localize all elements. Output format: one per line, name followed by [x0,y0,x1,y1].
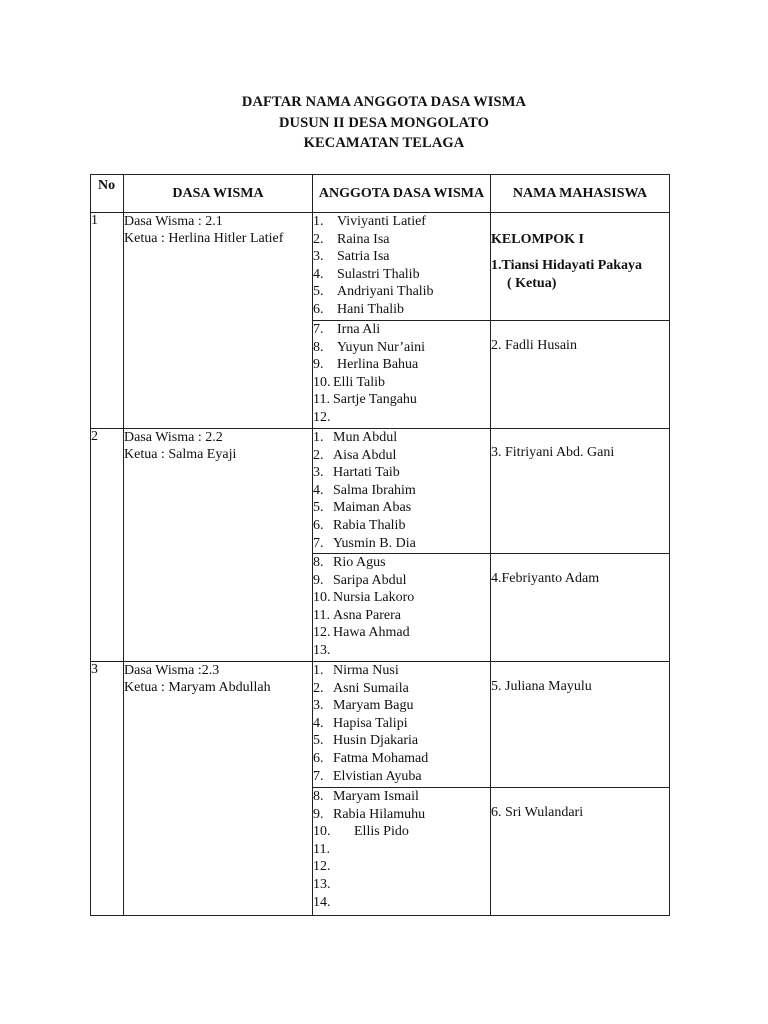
title-line-3: KECAMATAN TELAGA [303,135,465,151]
mahasiswa-name: 2. Fadli Husain [491,338,577,353]
member-item: 2. Asni Sumaila [313,680,409,696]
title-line-2: DUSUN II DESA MONGOLATO [278,114,490,131]
anggota-cell [313,321,491,429]
dasa-wisma-label: Dasa Wisma : 2.1 [124,214,223,229]
member-item: 9. Rabia Hilamuhu [313,806,426,822]
member-item: 6. Hani Thalib [313,301,405,317]
member-item: 12. Hawa Ahmad [313,625,410,641]
table-row [91,429,670,554]
dasa-wisma-cell [124,662,313,916]
mahasiswa-cell [491,213,670,321]
member-item: 13. [313,642,331,658]
ketua-label: Ketua : Maryam Abdullah [124,680,271,695]
member-item: 5. Andriyani Thalib [313,284,434,300]
member-item: 10. Ellis Pido [313,824,409,840]
anggota-cell [313,429,491,554]
member-item: 8. Maryam Ismail [313,789,419,804]
member-item: 4. Salma Ibrahim [313,482,416,498]
member-item: 11. Sartje Tangahu [313,392,417,408]
anggota-cell [313,554,491,662]
member-item: 1. Mun Abdul [313,430,398,445]
member-item: 10. Nursia Lakoro [313,590,415,606]
kelompok-label: KELOMPOK I [491,232,584,247]
table-row [91,662,670,788]
ketua-label: Ketua : Salma Eyaji [124,447,237,462]
member-item: 8. Yuyun Nur’aini [313,339,426,355]
member-item: 2. Aisa Abdul [313,447,397,463]
mahasiswa-cell [491,662,670,788]
ketua-label: Ketua : Herlina Hitler Latief [124,231,284,246]
member-item: 4. Sulastri Thalib [313,266,420,282]
member-item: 10. Elli Talib [313,374,386,390]
mahasiswa-name: 4.Febriyanto Adam [491,571,600,586]
table-row [91,213,670,321]
mahasiswa-name: 1.Tiansi Hidayati Pakaya [491,258,643,273]
member-item: 3. Hartati Taib [313,465,400,481]
member-item: 9. Saripa Abdul [313,572,407,588]
mahasiswa-name: 3. Fitriyani Abd. Gani [491,445,615,460]
member-item: 5. Maiman Abas [313,500,412,516]
member-item: 9. Herlina Bahua [313,357,419,373]
member-item: 8. Rio Agus [313,555,386,570]
member-item: 12. [313,409,331,425]
header-dasa-wisma: DASA WISMA [124,175,313,213]
member-item: 3. Maryam Bagu [313,698,414,714]
mahasiswa-cell [491,788,670,916]
header-no: No [91,175,124,213]
dasa-wisma-cell [124,429,313,662]
row-number: 1 [91,213,124,429]
mahasiswa-note: ( Ketua) [507,276,557,291]
member-item: 11. Asna Parera [313,607,402,623]
mahasiswa-cell [491,321,670,429]
member-item: 1. Nirma Nusi [313,663,399,678]
table-header-row [91,175,670,213]
dasa-wisma-label: Dasa Wisma : 2.2 [124,430,223,445]
member-item: 7. Yusmin B. Dia [313,535,416,551]
member-item: 7. Elvistian Ayuba [313,768,422,784]
anggota-cell [313,213,491,321]
header-anggota: ANGGOTA DASA WISMA [313,175,491,213]
member-item: 2. Raina Isa [313,231,390,247]
mahasiswa-name: 5. Juliana Mayulu [491,679,592,694]
dasa-wisma-label: Dasa Wisma :2.3 [124,663,220,678]
member-item: 7. Irna Ali [313,322,381,337]
dasa-wisma-cell [124,213,313,429]
mahasiswa-cell [491,554,670,662]
member-item: 6. Rabia Thalib [313,517,406,533]
member-item: 4. Hapisa Talipi [313,715,408,731]
anggota-cell [313,788,491,916]
member-item: 12. [313,859,331,875]
document-title [0,92,768,154]
anggota-cell [313,662,491,788]
member-item: 6. Fatma Mohamad [313,750,429,766]
row-number: 2 [91,429,124,662]
member-item: 3. Satria Isa [313,249,390,265]
member-item: 5. Husin Djakaria [313,733,419,749]
header-mahasiswa: NAMA MAHASISWA [491,175,670,213]
members-table [90,174,670,916]
member-item: 13. [313,876,331,892]
member-item: 11. [313,841,330,857]
member-item: 14. [313,894,331,910]
member-item: 1. Viviyanti Latief [313,214,426,229]
title-line-1: DAFTAR NAMA ANGGOTA DASA WISMA [241,94,527,110]
mahasiswa-name: 6. Sri Wulandari [491,805,584,820]
mahasiswa-cell [491,429,670,554]
row-number: 3 [91,662,124,916]
